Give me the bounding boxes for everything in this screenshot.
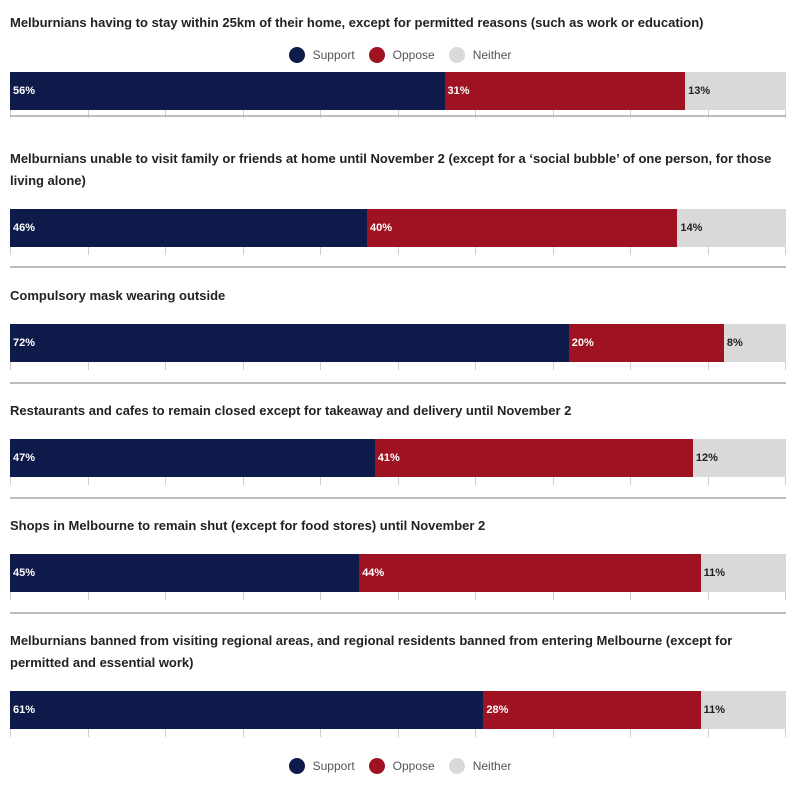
tick-mark xyxy=(10,247,11,255)
tick-mark xyxy=(553,362,554,370)
tick-mark xyxy=(475,362,476,370)
tick-mark xyxy=(165,729,166,737)
tick-mark xyxy=(630,477,631,485)
bar-segment-neither[interactable] xyxy=(685,72,786,110)
question-title: Restaurants and cafes to remain closed except for takeaway and delivery until November 2 xyxy=(10,403,572,418)
legend-label-support: Support xyxy=(312,48,355,62)
tick-mark xyxy=(398,729,399,737)
data-label: 8% xyxy=(726,337,743,349)
data-label: 31% xyxy=(447,85,470,97)
legend-swatch-neither xyxy=(449,47,465,63)
tick-mark xyxy=(475,477,476,485)
tick-mark xyxy=(708,477,709,485)
bar-segment-oppose[interactable] xyxy=(375,439,693,477)
axis-ticks xyxy=(10,729,786,737)
tick-mark xyxy=(243,362,244,370)
data-label: 28% xyxy=(486,704,509,716)
stacked-bar xyxy=(10,209,786,247)
bar-group xyxy=(10,209,786,255)
legend-swatch-support xyxy=(289,758,305,774)
bar-group xyxy=(10,72,786,118)
tick-mark xyxy=(165,477,166,485)
tick-mark xyxy=(165,247,166,255)
tick-mark xyxy=(708,362,709,370)
legend-swatch-support xyxy=(289,47,305,63)
legend-item-neither[interactable] xyxy=(449,758,512,774)
stacked-bar xyxy=(10,691,786,729)
tick-mark xyxy=(475,729,476,737)
tick-mark xyxy=(785,729,786,737)
section-divider xyxy=(10,115,786,117)
legend-label-neither: Neither xyxy=(472,759,512,773)
bar-segment-support[interactable] xyxy=(10,691,483,729)
bar-segment-oppose[interactable] xyxy=(483,691,700,729)
tick-mark xyxy=(165,362,166,370)
bar-segment-oppose[interactable] xyxy=(359,554,700,592)
question-title: Melburnians unable to visit family or friends at home until November 2 (except for a ‘social bubble’ of one person, for those living alone) xyxy=(10,151,772,188)
legend-item-support[interactable] xyxy=(289,47,355,63)
tick-mark xyxy=(398,592,399,600)
tick-mark xyxy=(88,729,89,737)
tick-mark xyxy=(10,729,11,737)
tick-mark xyxy=(785,592,786,600)
legend-label-support: Support xyxy=(312,759,355,773)
tick-mark xyxy=(398,362,399,370)
tick-mark xyxy=(475,247,476,255)
bar-group xyxy=(10,439,786,485)
axis-ticks xyxy=(10,362,786,370)
bar-segment-neither[interactable] xyxy=(677,209,786,247)
data-label: 47% xyxy=(13,452,36,464)
legend-swatch-oppose xyxy=(369,47,385,63)
data-label: 12% xyxy=(695,452,718,464)
axis-ticks xyxy=(10,477,786,485)
tick-mark xyxy=(320,362,321,370)
stacked-bar xyxy=(10,554,786,592)
tick-mark xyxy=(243,729,244,737)
tick-mark xyxy=(630,592,631,600)
data-label: 13% xyxy=(688,85,711,97)
tick-mark xyxy=(630,247,631,255)
stacked-bar xyxy=(10,324,786,362)
tick-mark xyxy=(708,729,709,737)
tick-mark xyxy=(243,477,244,485)
question-title: Melburnians banned from visiting regional areas, and regional residents banned from entering Melbourne (except for permitted and essential work) xyxy=(10,633,733,670)
tick-mark xyxy=(398,477,399,485)
tick-mark xyxy=(630,729,631,737)
tick-mark xyxy=(785,247,786,255)
bar-segment-neither[interactable] xyxy=(693,439,786,477)
bar-segment-neither[interactable] xyxy=(724,324,786,362)
data-label: 14% xyxy=(680,222,703,234)
bar-segment-support[interactable] xyxy=(10,439,375,477)
tick-mark xyxy=(398,247,399,255)
bar-segment-neither[interactable] xyxy=(701,554,786,592)
legend-item-neither[interactable] xyxy=(449,47,512,63)
question-title: Shops in Melbourne to remain shut (except for food stores) until November 2 xyxy=(10,518,486,533)
tick-mark xyxy=(243,247,244,255)
axis-ticks xyxy=(10,247,786,255)
section-divider xyxy=(10,497,786,499)
bar-segment-support[interactable] xyxy=(10,72,445,110)
bar-segment-oppose[interactable] xyxy=(445,72,686,110)
bar-segment-oppose[interactable] xyxy=(569,324,724,362)
legend-swatch-oppose xyxy=(369,758,385,774)
tick-mark xyxy=(708,592,709,600)
legend-label-neither: Neither xyxy=(472,48,512,62)
bar-segment-support[interactable] xyxy=(10,324,569,362)
data-label: 61% xyxy=(13,704,36,716)
section-divider xyxy=(10,612,786,614)
section-divider xyxy=(10,266,786,268)
legend-label-oppose: Oppose xyxy=(392,48,435,62)
tick-mark xyxy=(553,247,554,255)
tick-mark xyxy=(10,362,11,370)
tick-mark xyxy=(708,247,709,255)
bar-segment-support[interactable] xyxy=(10,209,367,247)
stacked-bar xyxy=(10,439,786,477)
tick-mark xyxy=(88,247,89,255)
tick-mark xyxy=(785,362,786,370)
tick-mark xyxy=(475,592,476,600)
data-label: 56% xyxy=(13,85,36,97)
tick-mark xyxy=(553,729,554,737)
bar-segment-oppose[interactable] xyxy=(367,209,677,247)
data-label: 45% xyxy=(13,567,36,579)
question-title: Melburnians having to stay within 25km of their home, except for permitted reasons (such as work or education) xyxy=(10,15,704,30)
section-divider xyxy=(10,382,786,384)
stacked-bar xyxy=(10,72,786,110)
tick-mark xyxy=(243,592,244,600)
tick-mark xyxy=(10,477,11,485)
data-label: 40% xyxy=(369,222,392,234)
tick-mark xyxy=(630,362,631,370)
tick-mark xyxy=(320,592,321,600)
data-label: 11% xyxy=(703,704,726,716)
legend-bottom xyxy=(0,758,800,774)
tick-mark xyxy=(320,247,321,255)
tick-mark xyxy=(553,477,554,485)
data-label: 11% xyxy=(703,567,726,579)
tick-mark xyxy=(165,592,166,600)
tick-mark xyxy=(785,477,786,485)
tick-mark xyxy=(88,592,89,600)
question-title: Compulsory mask wearing outside xyxy=(10,288,226,303)
data-label: 41% xyxy=(377,452,400,464)
tick-mark xyxy=(88,477,89,485)
tick-mark xyxy=(88,362,89,370)
legend-item-oppose[interactable] xyxy=(369,47,435,63)
bar-segment-support[interactable] xyxy=(10,554,359,592)
data-label: 72% xyxy=(13,337,36,349)
legend-item-oppose[interactable] xyxy=(369,758,435,774)
bar-group xyxy=(10,691,786,737)
data-label: 20% xyxy=(571,337,594,349)
data-label: 46% xyxy=(13,222,36,234)
bar-group xyxy=(10,324,786,370)
legend-swatch-neither xyxy=(449,758,465,774)
bar-segment-neither[interactable] xyxy=(701,691,786,729)
axis-ticks xyxy=(10,592,786,600)
tick-mark xyxy=(320,477,321,485)
data-label: 44% xyxy=(362,567,385,579)
tick-mark xyxy=(320,729,321,737)
tick-mark xyxy=(553,592,554,600)
legend-top xyxy=(0,47,800,63)
legend-item-support[interactable] xyxy=(289,758,355,774)
tick-mark xyxy=(10,592,11,600)
legend-label-oppose: Oppose xyxy=(392,759,435,773)
bar-group xyxy=(10,554,786,600)
